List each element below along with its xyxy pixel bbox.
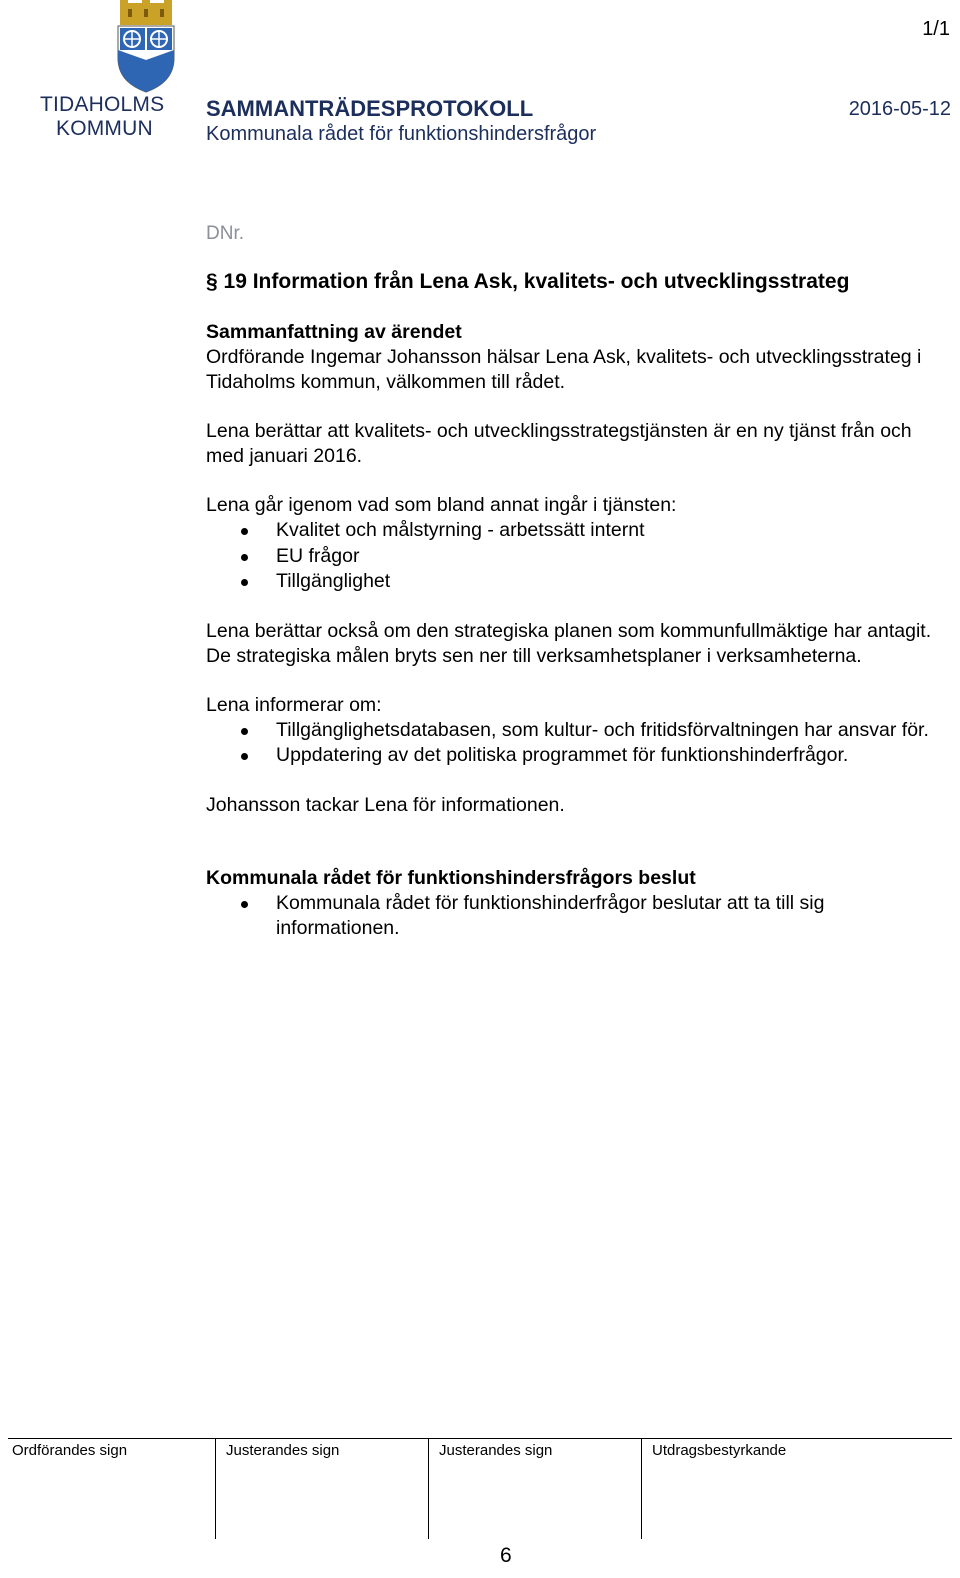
paragraph-5: Lena informerar om: <box>206 693 382 716</box>
paragraph-1: Ordförande Ingemar Johansson hälsar Lena Ask, kvalitets- och utvecklingsstrateg i Tidaholms kommun, välkommen till rådet. <box>206 346 922 393</box>
logo-text <box>40 93 180 141</box>
page-counter: 1/1 <box>922 18 950 40</box>
list-item: Kommunala rådet för funktionshinderfrågor beslutar att ta till sig informationen. <box>206 891 946 942</box>
dnr-label: DNr. <box>206 223 244 244</box>
footer-chair-sign: Ordförandes sign <box>12 1442 128 1459</box>
page-number: 6 <box>500 1544 512 1567</box>
list-item: Tillgänglighetsdatabasen, som kultur- och fritidsförvaltningen har ansvar för. <box>206 718 946 744</box>
list-item: Uppdatering av det politiska programmet för funktionshinderfrågor. <box>206 743 946 769</box>
list-item: EU frågor <box>206 544 946 570</box>
paragraph-2: Lena berättar att kvalitets- och utvecklingsstrategstjänsten är en ny tjänst från och med januari 2016. <box>206 420 912 467</box>
document-date: 2016-05-12 <box>848 98 951 120</box>
bullet-list-decision <box>206 891 946 942</box>
bullet-list-information <box>206 718 946 769</box>
signature-footer <box>8 1438 952 1539</box>
document-title: SAMMANTRÄDESPROTOKOLL <box>206 96 534 121</box>
logo-text-line2: KOMMUN <box>56 117 153 140</box>
section-heading: § 19 Information från Lena Ask, kvalitets- och utvecklingsstrateg <box>206 270 850 293</box>
bullet-list-services <box>206 518 946 595</box>
logo-text-line1: TIDAHOLMS <box>40 93 165 116</box>
document-body <box>206 320 946 966</box>
footer-extract-certification: Utdragsbestyrkande <box>641 1439 952 1539</box>
footer-adjuster-sign-1: Justerandes sign <box>215 1439 428 1539</box>
list-item: Tillgänglighet <box>206 569 946 595</box>
list-item: Kvalitet och målstyrning - arbetssätt internt <box>206 518 946 544</box>
paragraph-4: Lena berättar också om den strategiska planen som kommunfullmäktige har antagit. De strategiska målen bryts sen ner till verksamhetsplaner i verksamheterna. <box>206 619 932 667</box>
footer-adjuster-sign-2: Justerandes sign <box>428 1439 641 1539</box>
paragraph-3: Lena går igenom vad som bland annat ingår i tjänsten: <box>206 494 677 516</box>
decision-heading: Kommunala rådet för funktionshindersfrågors beslut <box>206 866 696 889</box>
summary-heading: Sammanfattning av ärendet <box>206 321 462 343</box>
document-subtitle: Kommunala rådet för funktionshindersfrågor <box>206 123 597 145</box>
paragraph-6: Johansson tackar Lena för informationen. <box>206 793 565 816</box>
